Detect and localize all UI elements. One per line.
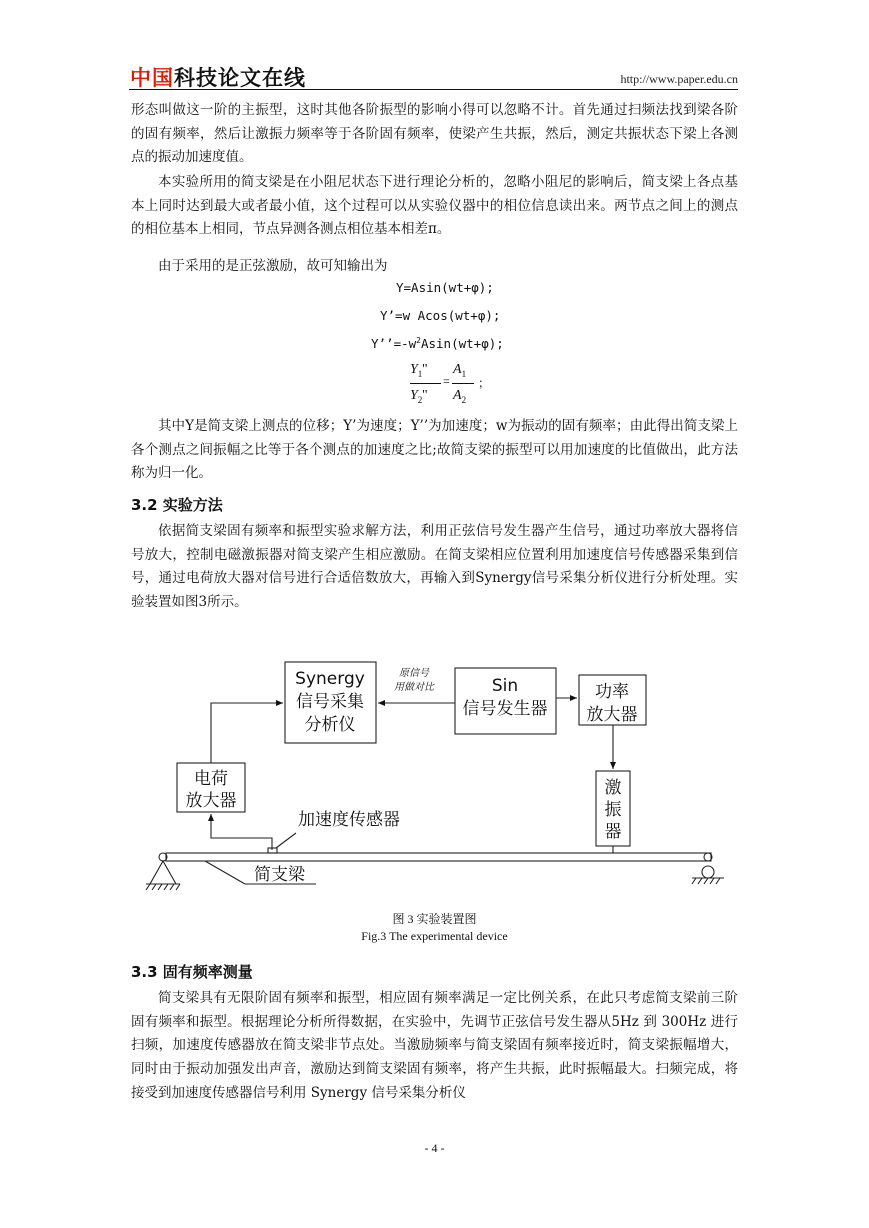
sin-label-line2: 信号发生器 (462, 699, 548, 719)
paragraph-normalization: 其中Y是简支梁上测点的位移；Y’为速度；Y’’为加速度；w为振动的固有频率；由此得出简支梁上各个测点之间振幅之比等于各个测点的加速度之比;故简支梁的振型可以用加速度的比值做出，此方法称为归一化。 (131, 418, 738, 482)
right-ground-hatch (692, 878, 720, 884)
left-ground-hatch (146, 884, 180, 890)
exciter-label-line1: 激 (604, 778, 622, 798)
ratio-y2-mark: '' (422, 388, 428, 403)
paragraph-method: 依据简支梁固有频率和振型实验求解方法，利用正弦信号发生器产生信号，通过功率放大器将信号放大，控制电磁激振器对简支梁产生相应激励。在简支梁相应位置利用加速度信号传感器采集到信号，通过电荷放大器对信号进行合适倍数放大，再输入到Synergy信号采集分析仪进行分析处理。实验装置如图3所示。 (131, 523, 738, 611)
ratio-y2: Y (410, 388, 418, 403)
equation-velocity: Y’=w Acos(wt+φ); (380, 308, 501, 323)
sensor-label: 加速度传感器 (298, 810, 400, 830)
figure-caption-en: Fig.3 The experimental device (361, 929, 508, 943)
page-number: - 4 - (424, 1141, 445, 1155)
logo-red-text: 中国 (130, 66, 174, 90)
amp-label-line1: 功率 (595, 682, 629, 702)
site-logo (130, 62, 306, 92)
charge-label-line1: 电荷 (194, 769, 228, 789)
ratio-bar-left (410, 383, 441, 384)
connector-sensor-to-charge (211, 814, 272, 850)
equation-acceleration-right: Asin(wt+φ); (420, 336, 504, 352)
beam-leader-line (205, 861, 245, 884)
ratio-y1-mark: '' (422, 362, 428, 377)
ratio-y2-sub: 2 (417, 394, 423, 405)
compare-note-line1: 原信号 (399, 668, 429, 679)
exciter-label-line3: 器 (604, 822, 622, 842)
ratio-denominator-left (410, 388, 427, 405)
synergy-label-line1: Synergy (295, 669, 365, 689)
ratio-y1: Y (410, 362, 418, 377)
equation-acceleration-left: Y’’=-w (371, 336, 417, 352)
amp-label-line2: 放大器 (586, 705, 638, 725)
paragraph-sine-intro: 由于采用的是正弦激励，故可知输出为 (158, 258, 388, 274)
sensor-leader-line (276, 833, 296, 848)
sin-label-line1: Sin (491, 676, 519, 696)
ratio-a1-sub: 1 (461, 368, 467, 379)
ratio-a1: A (453, 362, 462, 377)
ratio-semicolon: ； (478, 376, 491, 390)
beam-label: 简支梁 (254, 865, 305, 885)
logo-black-text: 科技论文在线 (174, 66, 306, 90)
paragraph-phase: 本实验所用的简支梁是在小阻尼状态下进行理论分析的，忽略小阻尼的影响后，简支梁上各点基本上同时达到最大或者最小值，这个过程可以从实验仪器中的相位信息读出来。两节点之间上的测点的相位基本上相同，节点异测各测点相位基本相差π。 (131, 174, 738, 238)
beam (166, 853, 711, 861)
pin-support-left-triangle (150, 861, 176, 884)
equation-displacement: Y=Asin(wt+φ); (396, 280, 494, 295)
synergy-label-line3: 分析仪 (304, 715, 356, 735)
header-url[interactable]: http://www.paper.edu.cn (620, 72, 738, 86)
section-heading-3-3: 3.3 固有频率测量 (131, 963, 253, 981)
roller-support-right (702, 866, 714, 878)
ratio-numerator-right (453, 362, 466, 379)
ratio-y1-sub: 1 (417, 368, 423, 379)
equation-acceleration (371, 336, 504, 351)
header-rule (129, 89, 738, 90)
section-heading-3-2: 3.2 实验方法 (131, 496, 223, 514)
ratio-a2: A (453, 388, 462, 403)
connector-charge-to-synergy (211, 703, 283, 763)
equation-acceleration-exponent: 2 (416, 336, 421, 345)
ratio-equals: = (443, 374, 450, 388)
ratio-numerator-left (410, 362, 427, 379)
paragraph-natural-frequency: 简支梁具有无限阶固有频率和振型，相应固有频率满足一定比例关系，在此只考虑简支梁前三阶固有频率和振型。根据理论分析所得数据，在实验中，先调节正弦信号发生器从5Hz 到 300Hz 进行扫频，加速度传感器放在简支梁非节点处。当激励频率与简支梁固有频率接近时，简支梁振幅增大，同时由于振动加强发出声音，激励达到简支梁固有频率，将产生共振，此时振幅最大。扫频完成，将接受到加速度传感器信号利用 Synergy 信号采集分析仪 (131, 990, 738, 1101)
ratio-a2-sub: 2 (461, 394, 467, 405)
ratio-denominator-right (453, 388, 466, 405)
paragraph-mode-shape: 形态叫做这一阶的主振型，这时其他各阶振型的影响小得可以忽略不计。首先通过扫频法找到梁各阶的固有频率，然后让激振力频率等于各阶固有频率，使梁产生共振，然后，测定共振状态下梁上各测点的振动加速度值。 (131, 102, 738, 166)
exciter-label-line2: 振 (604, 800, 622, 820)
ratio-bar-right (452, 383, 474, 384)
compare-note-line2: 用做对比 (394, 682, 434, 693)
figure-caption-cn: 图 3 实验装置图 (392, 912, 477, 926)
experimental-device-figure (0, 640, 869, 910)
charge-label-line2: 放大器 (185, 791, 237, 811)
synergy-label-line2: 信号采集 (296, 692, 364, 712)
equation-ratio (410, 362, 491, 412)
